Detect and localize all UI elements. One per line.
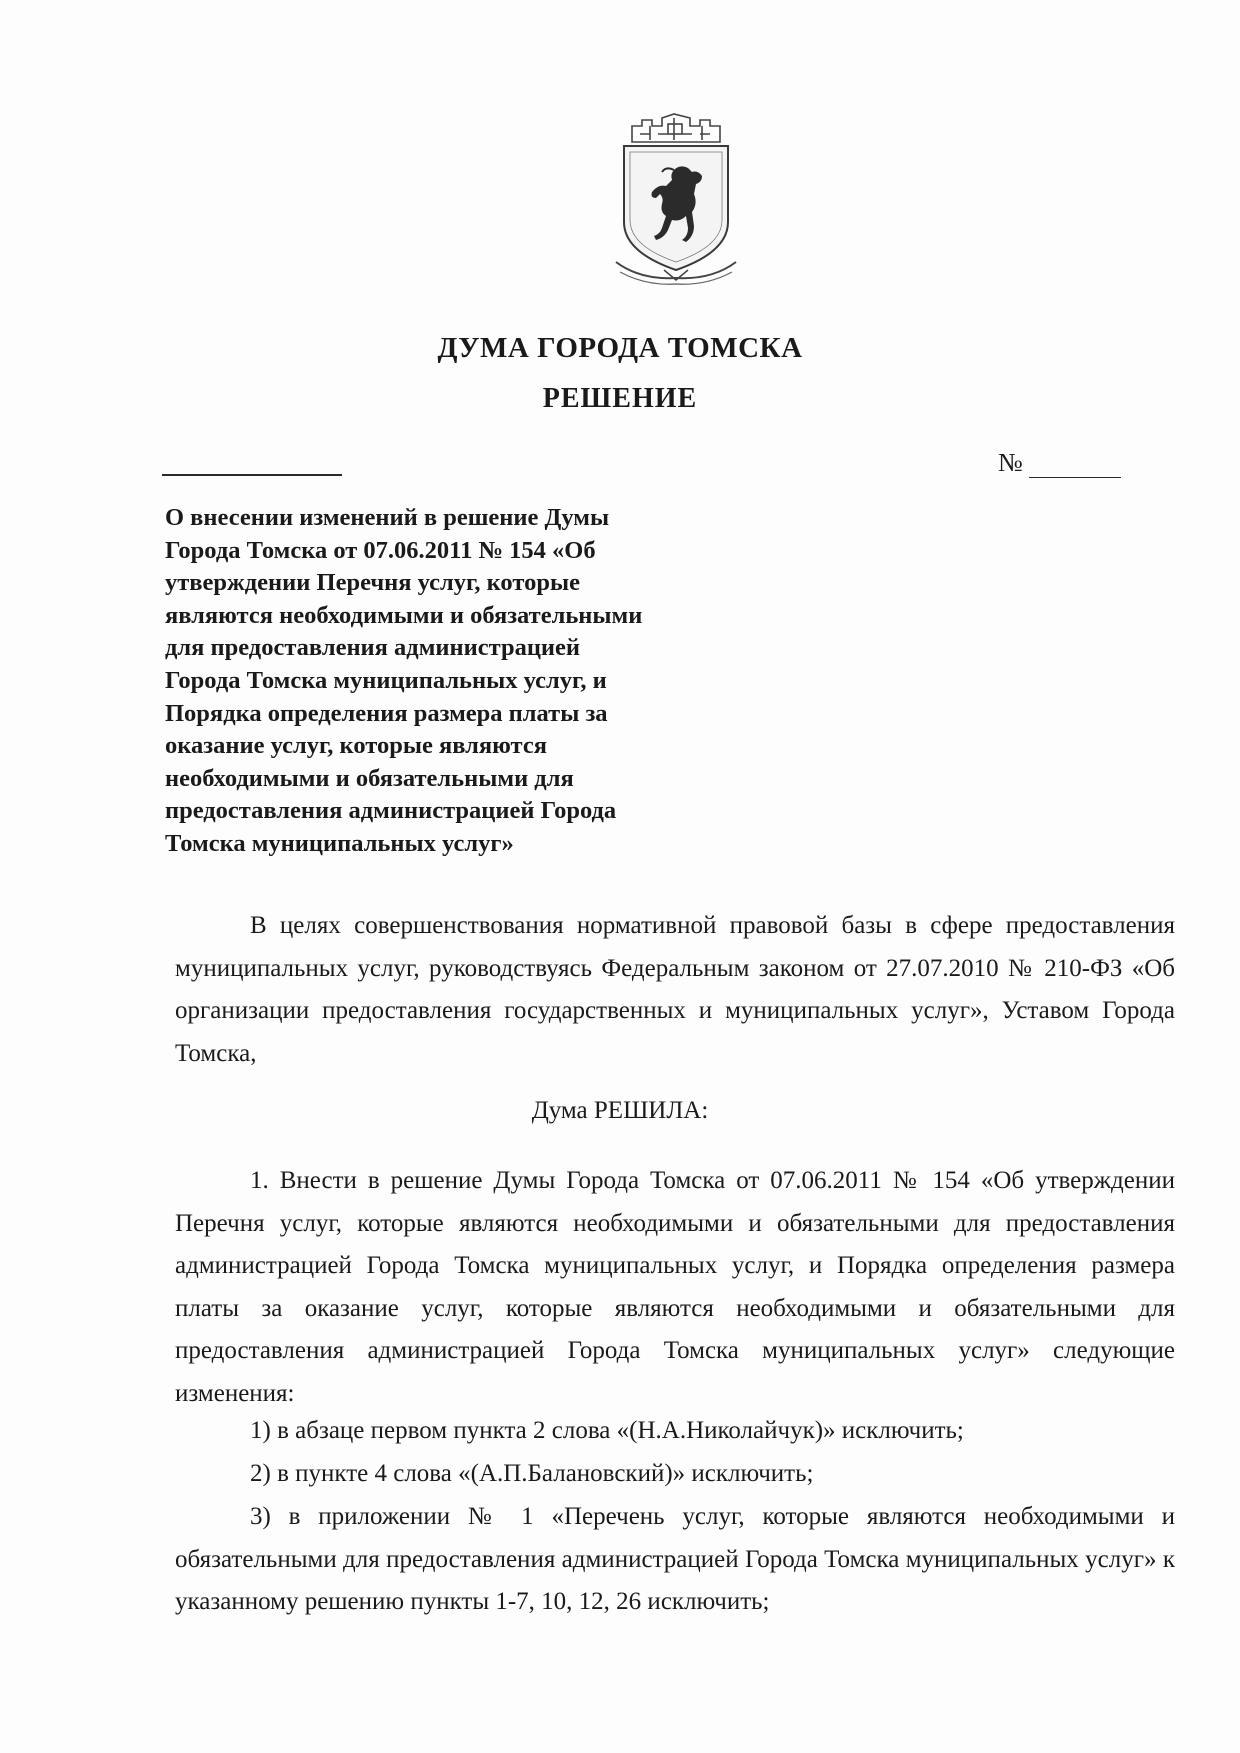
subitem-2-paragraph: 2) в пункте 4 слова «(А.П.Балановский)» исключить; — [250, 1460, 814, 1487]
document-subject — [165, 502, 685, 861]
preamble-paragraph: В целях совершенствования нормативной правовой базы в сфере предоставления муниципальных услуг, руководствуясь Федеральным законом от 27.07.2010 № 210-ФЗ «Об организации предоставления государственных и муниципальных услуг», Уставом Города Томска, — [175, 912, 1175, 1067]
subject-line: Города Томска муниципальных услуг, и — [165, 666, 607, 694]
subitem-3-paragraph: 3) в приложении № 1 «Перечень услуг, которые являются необходимыми и обязательными для предоставления администрацией Города Томска муниципальных услуг» к указанному решению пункты 1-7, 10, 12, 26 исключить; — [175, 1503, 1175, 1615]
document-number — [998, 448, 1121, 478]
subject-line: Города Томска от 07.06.2011 № 154 «Об — [165, 536, 596, 564]
subitem-1-paragraph: 1) в абзаце первом пункта 2 слова «(Н.А.Николайчук)» исключить; — [250, 1417, 964, 1444]
organization-name: ДУМА ГОРОДА ТОМСКА — [437, 332, 803, 364]
subject-line: являются необходимыми и обязательными — [165, 601, 643, 629]
subject-line: Томска муниципальных услуг» — [165, 829, 514, 857]
number-blank-line — [1029, 453, 1121, 478]
number-label: № — [998, 448, 1023, 477]
resolution-heading: Дума РЕШИЛА: — [531, 1097, 709, 1124]
item-1-paragraph: 1. Внести в решение Думы Города Томска от 07.06.2011 № 154 «Об утверждении Перечня услуг, которые являются необходимыми и обязательными для предоставления администрацией Города Томска муниципальных услуг, и Порядка определения размера платы за оказание услуг, которые являются необходимыми и обязательными для предоставления администрацией Города Томска муниципальных услуг» следующие изменения: — [175, 1167, 1175, 1407]
subject-line: утверждении Перечня услуг, которые — [165, 569, 580, 597]
document-type: РЕШЕНИЕ — [542, 383, 698, 414]
subject-line: О внесении изменений в решение Думы — [165, 504, 610, 531]
subject-line: оказание услуг, которые являются — [165, 732, 548, 760]
date-blank-line — [162, 474, 342, 476]
subject-line: Порядка определения размера платы за — [165, 699, 608, 727]
subject-line: для предоставления администрацией — [165, 634, 581, 662]
subject-line: предоставления администрацией Города — [165, 797, 617, 825]
subject-line: необходимыми и обязательными для — [165, 764, 574, 792]
tomsk-coat-of-arms-icon — [610, 112, 742, 287]
